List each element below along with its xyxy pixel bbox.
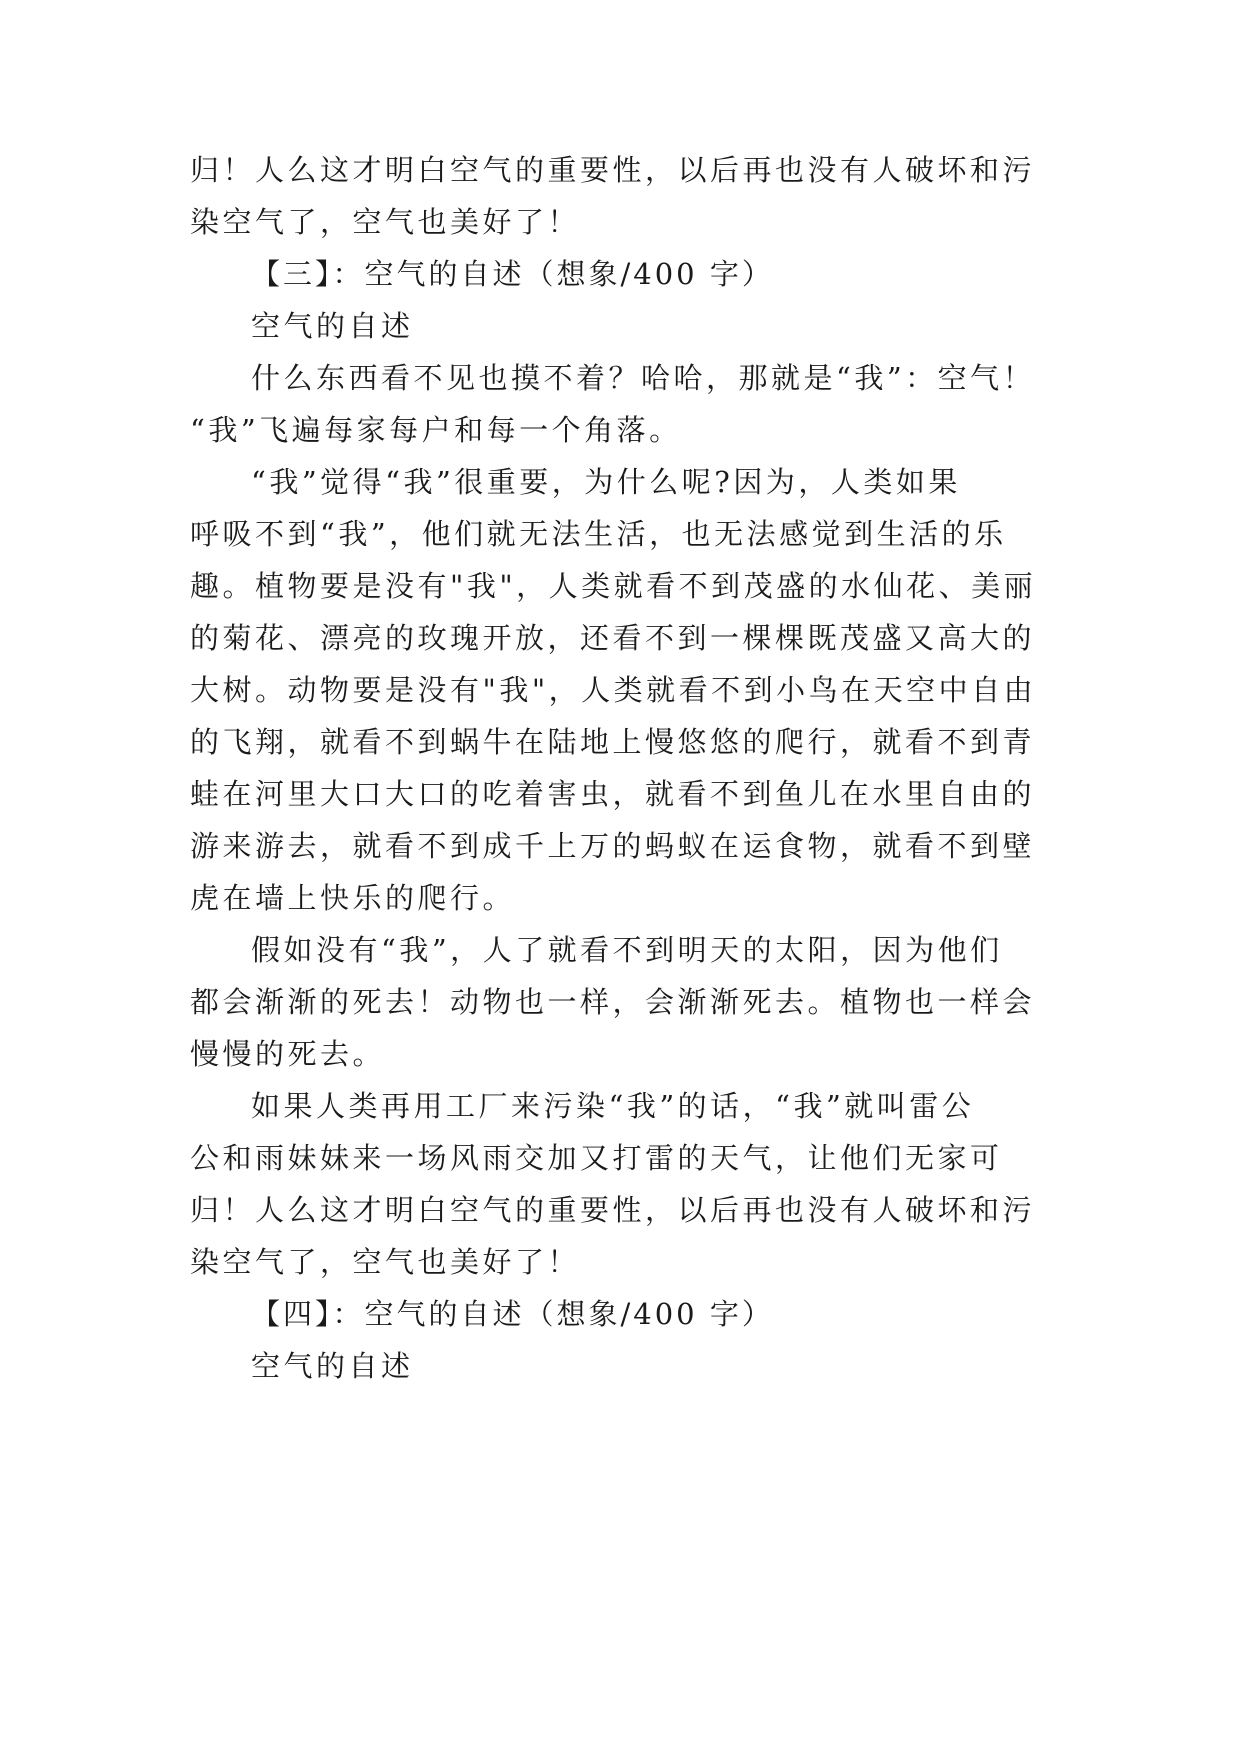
section-subtitle: 空气的自述 [251,1349,414,1383]
text-line: 游来游去，就看不到成千上万的蚂蚁在运食物，就看不到壁 [190,829,1036,863]
text-line: 什么东西看不见也摸不着？哈哈，那就是“我”：空气！ [251,361,1036,395]
text-line: 染空气了，空气也美好了！ [190,1245,581,1279]
text-line: 的菊花、漂亮的玫瑰开放，还看不到一棵棵既茂盛又高大的 [190,621,1036,655]
text-line: 归！人么这才明白空气的重要性，以后再也没有人破坏和污 [190,153,1036,187]
section-heading-3: 【三】：空气的自述（想象/400 字） [251,257,774,291]
text-line: 染空气了，空气也美好了！ [190,205,581,239]
text-line: 趣。植物要是没有"我"，人类就看不到茂盛的水仙花、美丽 [190,569,1037,603]
text-line: 的飞翔，就看不到蜗牛在陆地上慢悠悠的爬行，就看不到青 [190,725,1036,759]
text-line: “我”觉得“我”很重要，为什么呢?因为，人类如果 [251,465,961,499]
text-line: 假如没有“我”，人了就看不到明天的太阳，因为他们 [251,933,1003,967]
section-heading-4: 【四】：空气的自述（想象/400 字） [251,1297,774,1331]
text-line: 虎在墙上快乐的爬行。 [190,881,516,915]
text-line: 蛙在河里大口大口的吃着害虫，就看不到鱼儿在水里自由的 [190,777,1036,811]
text-line: “我”飞遍每家每户和每一个角落。 [190,413,682,447]
text-line: 大树。动物要是没有"我"，人类就看不到小鸟在天空中自由 [190,673,1037,707]
text-line: 公和雨妹妹来一场风雨交加又打雷的天气，让他们无家可 [190,1141,1003,1175]
text-line: 慢慢的死去。 [190,1037,386,1071]
text-line: 如果人类再用工厂来污染“我”的话，“我”就叫雷公 [251,1089,975,1123]
text-line: 归！人么这才明白空气的重要性，以后再也没有人破坏和污 [190,1193,1036,1227]
text-line: 呼吸不到“我”，他们就无法生活，也无法感觉到生活的乐 [190,517,1007,551]
text-line: 都会渐渐的死去！动物也一样，会渐渐死去。植物也一样会 [190,985,1036,1019]
section-subtitle: 空气的自述 [251,309,414,343]
